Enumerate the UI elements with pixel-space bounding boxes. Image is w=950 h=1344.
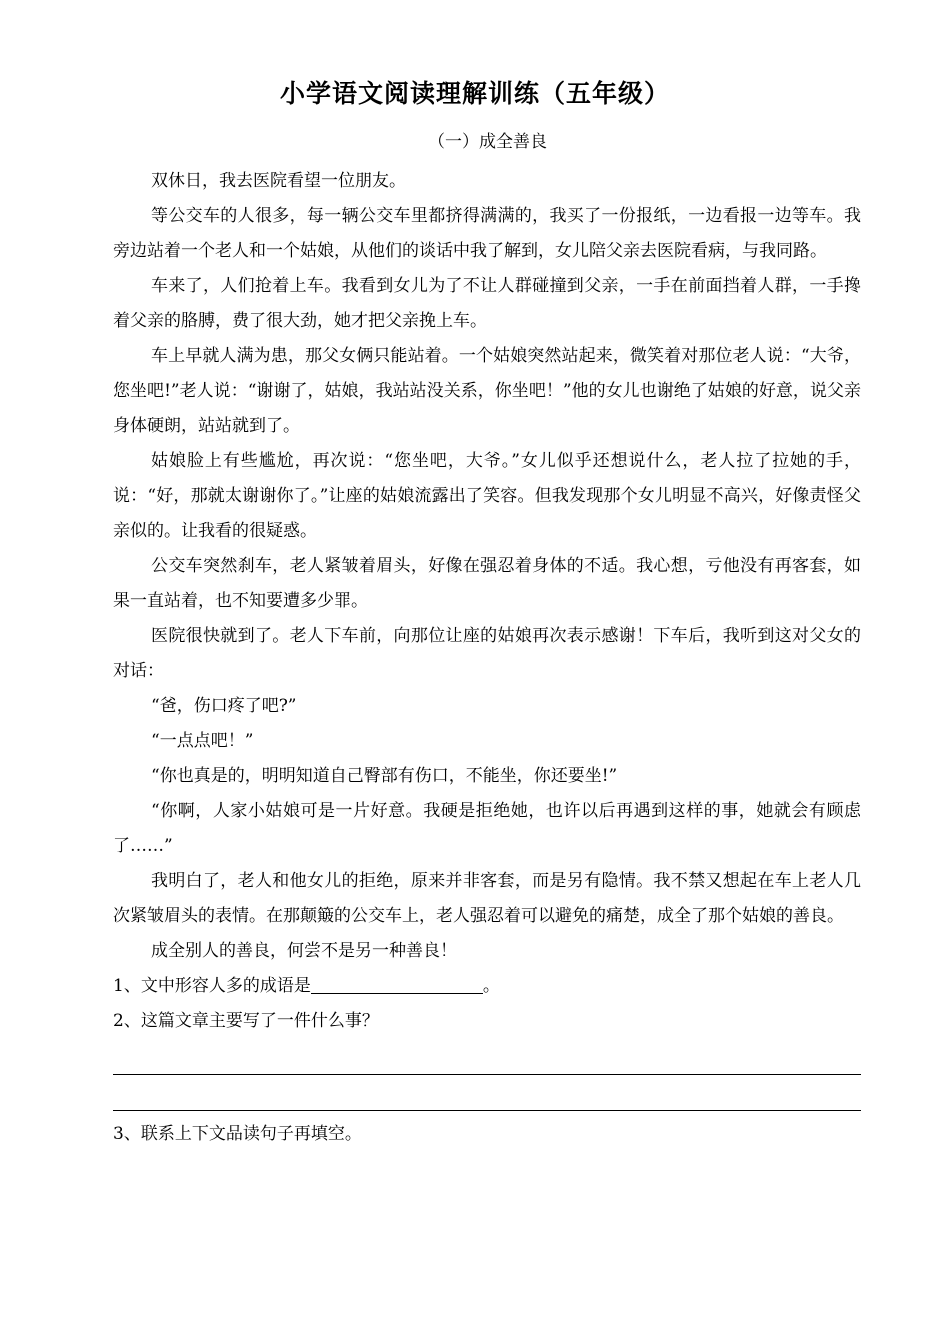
- page-title: 小学语文阅读理解训练（五年级）: [279, 79, 670, 108]
- question-3: 3、联系上下文品读句子再填空。: [113, 1124, 362, 1144]
- answer-line[interactable]: [113, 1039, 861, 1075]
- dialogue-line: “爸，伤口疼了吧?”: [151, 696, 297, 716]
- paragraph: 成全别人的善良，何尝不是另一种善良！: [151, 941, 457, 961]
- question-1: [113, 969, 861, 1004]
- paragraph: 等公交车的人很多，每一辆公交车里都挤得满满的，我买了一份报纸，一边看报一边等车。我旁边站着一个老人和一个姑娘，从他们的谈话中我了解到，女儿陪父亲去医院看病，与我同路。: [113, 206, 861, 261]
- paragraph: 双休日，我去医院看望一位朋友。: [151, 171, 406, 191]
- article-body: [113, 164, 861, 1152]
- paragraph: 姑娘脸上有些尴尬，再次说：“您坐吧，大爷。”女儿似乎还想说什么，老人拉了拉她的手，说：“好，那就太谢谢你了。”让座的姑娘流露出了笑容。但我发现那个女儿明显不高兴，好像责怪父亲似的。让我看的很疑惑。: [113, 451, 861, 541]
- paragraph: 车来了，人们抢着上车。我看到女儿为了不让人群碰撞到父亲，一手在前面挡着人群，一手搀着父亲的胳膊，费了很大劲，她才把父亲挽上车。: [113, 276, 861, 331]
- question-2: 2、这篇文章主要写了一件什么事？: [113, 1011, 379, 1031]
- dialogue-line: “你啊，人家小姑娘可是一片好意。我硬是拒绝她，也许以后再遇到这样的事，她就会有顾虑了……”: [113, 801, 861, 856]
- story-subtitle: （一）成全善良: [428, 132, 547, 152]
- dialogue-line: “你也真是的，明明知道自己臀部有伤口，不能坐，你还要坐!”: [151, 766, 618, 786]
- answer-blank[interactable]: [311, 992, 483, 994]
- question-1-suffix: 。: [482, 976, 500, 996]
- paragraph: 医院很快就到了。老人下车前，向那位让座的姑娘再次表示感谢！下车后，我听到这对父女的对话：: [113, 626, 861, 681]
- dialogue-line: “一点点吧！”: [151, 731, 254, 751]
- answer-line[interactable]: [113, 1075, 861, 1111]
- paragraph: 车上早就人满为患，那父女俩只能站着。一个姑娘突然站起来，微笑着对那位老人说：“大爷，您坐吧!”老人说：“谢谢了，姑娘，我站站没关系，你坐吧！”他的女儿也谢绝了姑娘的好意，说父亲身体硬朗，站站就到了。: [113, 346, 861, 436]
- paragraph: 公交车突然刹车，老人紧皱着眉头，好像在强忍着身体的不适。我心想，亏他没有再客套，如果一直站着，也不知要遭多少罪。: [113, 556, 861, 611]
- paragraph: 我明白了，老人和他女儿的拒绝，原来并非客套，而是另有隐情。我不禁又想起在车上老人几次紧皱眉头的表情。在那颠簸的公交车上，老人强忍着可以避免的痛楚，成全了那个姑娘的善良。: [113, 871, 861, 926]
- question-1-text: 1、文中形容人多的成语是: [113, 976, 311, 996]
